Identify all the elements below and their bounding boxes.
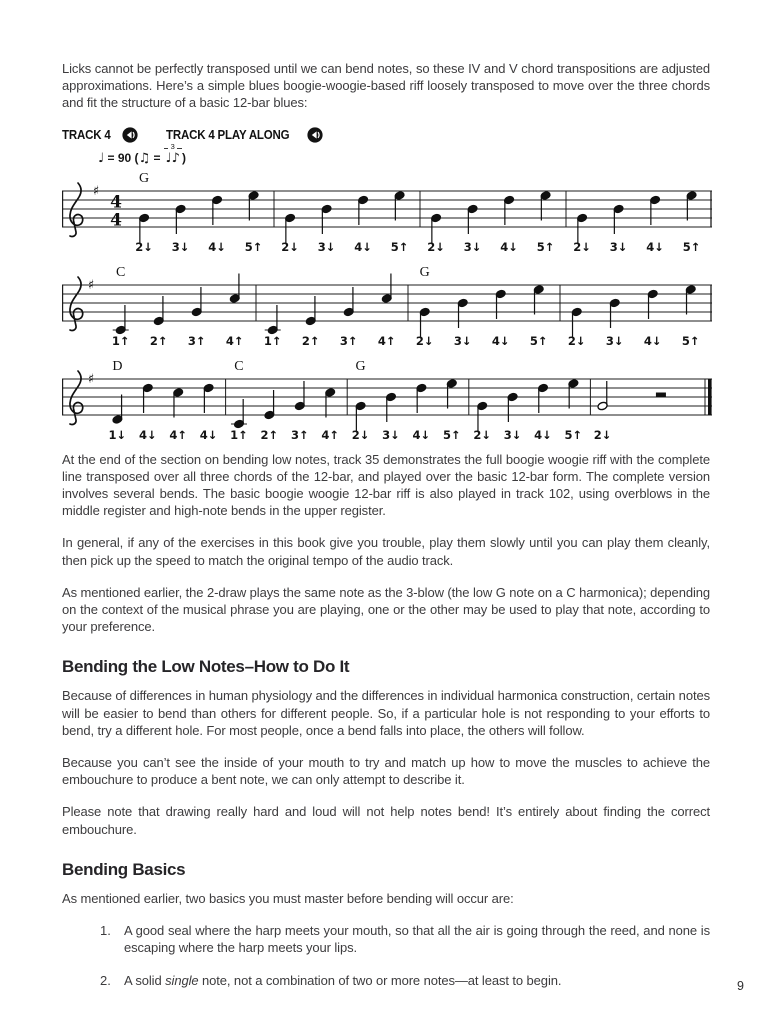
tab-label: 2↑ <box>149 333 168 348</box>
note <box>394 190 405 220</box>
note <box>446 378 457 408</box>
quarter-note-icon: ♩ <box>98 150 105 166</box>
staff-1 <box>62 169 712 257</box>
paragraph-track35: At the end of the section on bending low notes, track 35 demonstrates the full boogie woogie riff with the complete line transposed over all three chords of the 12-bar, and played over the basic 12-bar form. The complete version involves several bends. The basic boogie woogie 12-bar riff is also played in track 102, using overblows in the middle register and high-note bends in the upper register. <box>62 451 710 519</box>
note <box>321 204 332 234</box>
note <box>686 190 697 220</box>
chord-label: D <box>112 358 123 374</box>
note <box>685 284 696 314</box>
note <box>495 289 506 319</box>
tab-label: 4↓ <box>500 239 518 254</box>
note <box>284 213 295 243</box>
note <box>138 213 149 243</box>
note <box>571 307 582 337</box>
chord-label: C <box>234 358 244 374</box>
note <box>231 399 247 429</box>
note <box>248 190 259 220</box>
note <box>142 383 153 413</box>
tab-label: 5↑ <box>244 239 263 254</box>
staff-2 <box>62 263 712 351</box>
tab-label: 3↓ <box>171 239 190 254</box>
time-signature-bottom: 4 <box>110 210 122 231</box>
note <box>343 287 354 317</box>
note <box>113 305 129 335</box>
tab-label: 5↑ <box>529 333 548 348</box>
tab-label: 2↓ <box>135 239 153 254</box>
note <box>419 307 430 337</box>
note <box>265 305 281 335</box>
key-signature-sharp: ♯ <box>87 371 95 387</box>
staff-3 <box>62 357 712 445</box>
note <box>507 392 518 422</box>
tab-label: 5↑ <box>682 239 701 254</box>
note <box>175 204 186 234</box>
tab-label: 4↓ <box>643 333 662 348</box>
note <box>325 387 336 417</box>
note <box>191 287 202 317</box>
tab-label: 2↓ <box>567 333 586 348</box>
tab-label: 5↑ <box>681 333 700 348</box>
list-number: 2. <box>100 973 111 989</box>
list-number: 1. <box>100 923 111 939</box>
tab-label: 2↓ <box>473 427 491 442</box>
note <box>211 195 222 225</box>
tab-label: 3↓ <box>605 333 624 348</box>
tab-label: 3↓ <box>463 239 482 254</box>
tab-label: 5↑ <box>536 239 555 254</box>
tab-label: 4↓ <box>199 427 218 442</box>
chord-label: G <box>419 264 430 280</box>
tab-label: 5↑ <box>390 239 409 254</box>
note <box>416 383 427 413</box>
tab-label: 4↑ <box>225 333 244 348</box>
chord-label: G <box>138 170 150 186</box>
note <box>503 195 514 225</box>
triplet-number: 3 <box>170 141 175 151</box>
tab-label: 2↑ <box>260 427 279 442</box>
tempo-bpm: = 90 <box>107 150 132 165</box>
note <box>430 213 441 243</box>
note <box>477 401 488 431</box>
time-signature-top: 4 <box>110 192 122 213</box>
paragraph-basics-intro: As mentioned earlier, two basics you must master before bending will occur are: <box>62 890 514 906</box>
note <box>153 296 164 326</box>
tab-label: 3↑ <box>339 333 358 348</box>
note <box>229 273 240 303</box>
tab-label: 1↑ <box>230 427 248 442</box>
track-4-label <box>62 127 138 143</box>
list-item-good-seal <box>62 922 710 956</box>
tab-label: 2↓ <box>415 333 434 348</box>
tab-label: 4↓ <box>354 239 372 254</box>
tab-label: 1↑ <box>263 333 282 348</box>
tab-label: 4↑ <box>377 333 396 348</box>
tab-label: 3↓ <box>453 333 472 348</box>
note <box>568 378 579 408</box>
chord-label: C <box>116 264 126 280</box>
tab-label: 3↓ <box>382 427 400 442</box>
swing-equals: = <box>153 150 161 165</box>
triplet-figure <box>164 141 182 166</box>
tab-label: 1↓ <box>108 427 127 442</box>
note <box>173 387 184 417</box>
triplet-notes-icon: ♩♪ <box>165 150 180 166</box>
final-barline-thick <box>708 379 712 415</box>
key-signature-sharp: ♯ <box>87 277 95 293</box>
tab-label: 2↓ <box>593 427 612 442</box>
audio-speaker-icon <box>307 127 323 143</box>
tab-label: 2↓ <box>351 427 370 442</box>
tab-label: 3↑ <box>187 333 206 348</box>
tab-label: 3↓ <box>503 427 522 442</box>
tab-label: 4↓ <box>412 427 431 442</box>
note <box>647 289 658 319</box>
note <box>576 213 587 243</box>
half-rest <box>656 392 666 397</box>
track-label: TRACK 4 <box>62 127 111 142</box>
note <box>540 190 551 220</box>
note <box>537 383 548 413</box>
note <box>203 383 214 413</box>
list-item-text: A good seal where the harp meets your mouth, so that all the air is going through the reed, and none is escaping where the harp meets your lips. <box>124 923 710 956</box>
tab-label: 3↑ <box>290 427 309 442</box>
tab-label: 3↓ <box>317 239 336 254</box>
tab-label: 2↓ <box>281 239 299 254</box>
audio-speaker-icon <box>122 127 138 143</box>
note <box>649 195 660 225</box>
paragraph-practice-advice: In general, if any of the exercises in this book give you trouble, play them slowly until you can play them cleanly, then pick up the speed to match the original tempo of the audio track. <box>62 535 710 568</box>
list-item-text: A solid single note, not a combination of two or more notes—at least to begin. <box>124 973 562 989</box>
note <box>457 298 468 328</box>
note <box>355 401 366 431</box>
tab-label: 4↓ <box>646 239 664 254</box>
swing-close: ) <box>181 150 186 165</box>
tab-label: 4↓ <box>534 427 552 442</box>
tab-label: 2↓ <box>427 239 445 254</box>
track-4-play-along-label <box>166 127 323 143</box>
tab-label: 1↑ <box>111 333 130 348</box>
eighth-pair-icon: ♫ <box>138 150 151 166</box>
list-item-single-note <box>62 972 710 989</box>
paragraph-2draw-3blow: As mentioned earlier, the 2-draw plays the same note as the 3-blow (the low G note on a C harmonica); depending on the context of the musical phrase you are playing, one or the other may be used to play that note, according to your preference. <box>62 584 710 635</box>
page-content <box>62 60 710 1006</box>
note <box>533 284 544 314</box>
note <box>381 273 392 303</box>
note <box>467 204 478 234</box>
tab-label: 4↓ <box>208 239 226 254</box>
note <box>294 381 305 411</box>
intro-paragraph: Licks cannot be perfectly transposed until we can bend notes, so these IV and V chord transpositions are adjusted approximations. Here’s a simple blues boogie-woogie-based riff loosely transposed to move over the three chords and fit the structure of a basic 12-bar blues: <box>62 61 710 111</box>
tab-label: 4↑ <box>169 427 187 442</box>
section-heading-bending-low-notes: Bending the Low Notes–How to Do It <box>62 657 350 677</box>
paragraph-embouchure: Because you can’t see the inside of your mouth to try and match up how to move the muscles to achieve the embouchure to produce a bent note, we can only attempt to describe it. <box>62 755 710 788</box>
note <box>609 298 620 328</box>
chord-label: G <box>355 358 366 374</box>
note <box>613 204 624 234</box>
note <box>597 381 608 411</box>
track-labels-row <box>62 127 710 143</box>
tab-label: 5↑ <box>442 427 461 442</box>
tab-label: 2↓ <box>573 239 591 254</box>
swing-open: ( <box>134 150 139 165</box>
music-notation <box>62 169 710 445</box>
section-heading-bending-basics: Bending Basics <box>62 859 186 879</box>
page-number: 9 <box>737 979 744 993</box>
paragraph-physiology: Because of differences in human physiology and the differences in individual harmonica construction, certain notes will be easier to bend than others for different people. So, if a particular hole is not responding to your efforts to bend, try a different hole. For most people, once a bend falls into place, the others will follow. <box>62 688 710 738</box>
paragraph-drawing-hard: Please note that drawing really hard and loud will not help notes bend! It’s entirely about finding the correct embouchure. <box>62 804 710 837</box>
tab-label: 2↑ <box>301 333 320 348</box>
note <box>357 195 368 225</box>
track-label: TRACK 4 PLAY ALONG <box>165 127 290 142</box>
tab-label: 4↓ <box>491 333 510 348</box>
tab-label: 5↑ <box>564 427 583 442</box>
note <box>385 392 396 422</box>
tempo-marking <box>98 141 710 169</box>
tab-label: 4↓ <box>138 427 157 442</box>
key-signature-sharp: ♯ <box>92 183 100 199</box>
tab-label: 4↑ <box>321 427 339 442</box>
note <box>305 296 316 326</box>
note <box>264 390 275 420</box>
note <box>112 394 123 424</box>
tab-label: 3↓ <box>609 239 628 254</box>
